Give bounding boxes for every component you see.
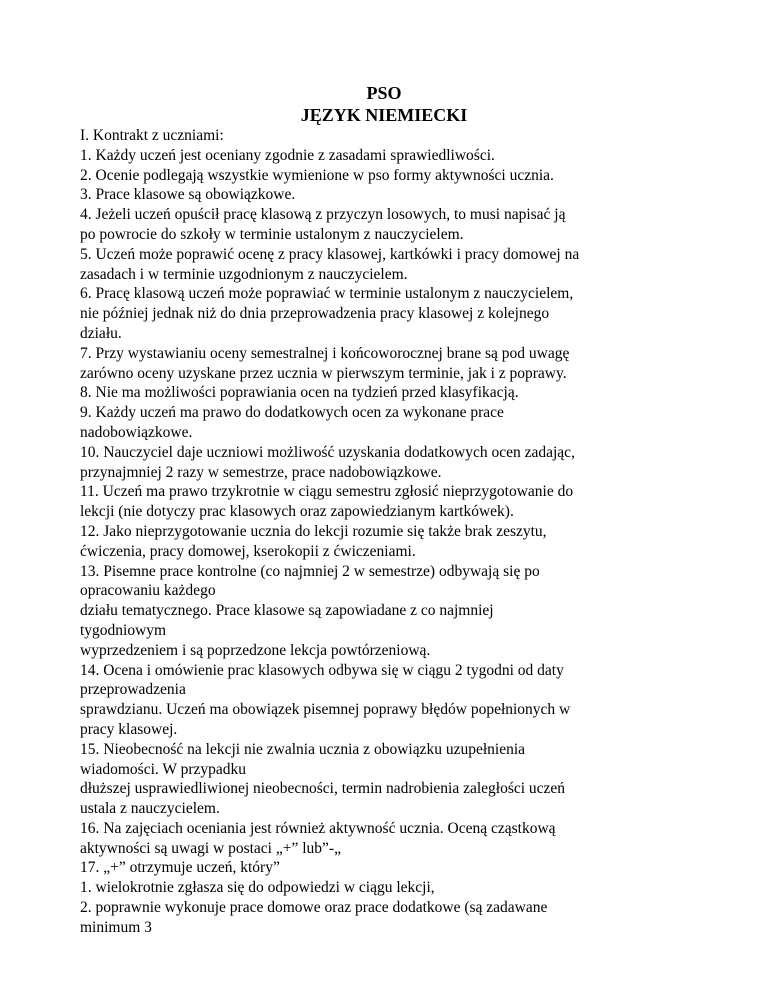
text-line: wiadomości. W przypadku (80, 760, 247, 778)
title-block (0, 82, 768, 126)
text-line: przeprowadzenia (80, 681, 186, 699)
text-line: 11. Uczeń ma prawo trzykrotnie w ciągu semestru zgłosić nieprzygotowanie do (80, 483, 574, 501)
text-line: 5. Uczeń może poprawić ocenę z pracy klasowej, kartkówki i pracy domowej na (80, 245, 580, 263)
text-line: 16. Na zajęciach oceniania jest również aktywność ucznia. Oceną cząstkową (80, 819, 556, 837)
document-title: PSO (366, 83, 402, 103)
text-line: 3. Prace klasowe są obowiązkowe. (80, 186, 296, 204)
text-line: zasadach i w terminie uzgodnionym z nauczycielem. (80, 265, 408, 283)
text-line: po powrocie do szkoły w terminie ustalonym z nauczycielem. (80, 225, 464, 243)
text-line: 7. Przy wystawianiu oceny semestralnej i końcoworocznej brane są pod uwagę (80, 344, 570, 362)
text-line: lekcji (nie dotyczy prac klasowych oraz zapowiedzianym kartkówek). (80, 503, 514, 521)
text-line: nadobowiązkowe. (80, 423, 193, 441)
document-subtitle: JĘZYK NIEMIECKI (300, 105, 468, 125)
text-line: dłuższej usprawiedliwionej nieobecności, termin nadrobienia zaległości uczeń (80, 780, 566, 798)
text-line: ćwiczenia, pracy domowej, kserokopii z ćwiczeniami. (80, 542, 416, 560)
text-line: nie później jednak niż do dnia przeprowadzenia pracy klasowej z kolejnego (80, 305, 550, 323)
text-line: 17. „+” otrzymuje uczeń, który” (80, 859, 280, 877)
text-line: 15. Nieobecność na lekcji nie zwalnia ucznia z obowiązku uzupełnienia (80, 740, 526, 758)
text-line: działu. (80, 324, 122, 342)
document-body (80, 126, 692, 938)
text-line: opracowaniu każdego (80, 582, 216, 600)
text-line: przynajmniej 2 razy w semestrze, prace nadobowiązkowe. (80, 463, 442, 481)
text-line: zarówno oceny uzyskane przez ucznia w pierwszym terminie, jak i z poprawy. (80, 364, 567, 382)
text-line: 1. Każdy uczeń jest oceniany zgodnie z zasadami sprawiedliwości. (80, 146, 495, 164)
text-line: 6. Pracę klasową uczeń może poprawiać w terminie ustalonym z nauczycielem, (80, 285, 574, 303)
text-line: tygodniowym (80, 621, 167, 639)
text-line: 2. Ocenie podlegają wszystkie wymienione w pso formy aktywności ucznia. (80, 166, 554, 184)
text-line: aktywności są uwagi w postaci „+” lub”-„ (80, 839, 341, 857)
text-line: I. Kontrakt z uczniami: (80, 127, 224, 144)
text-line: 12. Jako nieprzygotowanie ucznia do lekcji rozumie się także brak zeszytu, (80, 522, 547, 540)
text-line: sprawdzianu. Uczeń ma obowiązek pisemnej poprawy błędów popełnionych w (80, 701, 571, 719)
text-line: minimum 3 (80, 918, 152, 936)
text-line: 4. Jeżeli uczeń opuścił pracę klasową z przyczyn losowych, to musi napisać ją (80, 206, 566, 224)
text-line: 14. Ocena i omówienie prac klasowych odbywa się w ciągu 2 tygodni od daty (80, 661, 564, 679)
text-line: pracy klasowej. (80, 720, 178, 738)
text-line: 2. poprawnie wykonuje prace domowe oraz prace dodatkowe (są zadawane (80, 899, 548, 917)
text-line: 13. Pisemne prace kontrolne (co najmniej 2 w semestrze) odbywają się po (80, 562, 540, 580)
text-line: działu tematycznego. Prace klasowe są zapowiadane z co najmniej (80, 602, 494, 620)
text-line: 10. Nauczyciel daje uczniowi możliwość uzyskania dodatkowych ocen zadając, (80, 443, 575, 461)
text-line: wyprzedzeniem i są poprzedzone lekcja powtórzeniową. (80, 641, 431, 659)
text-line: 9. Każdy uczeń ma prawo do dodatkowych ocen za wykonane prace (80, 404, 504, 422)
text-line: 1. wielokrotnie zgłasza się do odpowiedzi w ciągu lekcji, (80, 879, 435, 897)
text-line: 8. Nie ma możliwości poprawiania ocen na tydzień przed klasyfikacją. (80, 384, 519, 402)
text-line: ustala z nauczycielem. (80, 800, 220, 818)
